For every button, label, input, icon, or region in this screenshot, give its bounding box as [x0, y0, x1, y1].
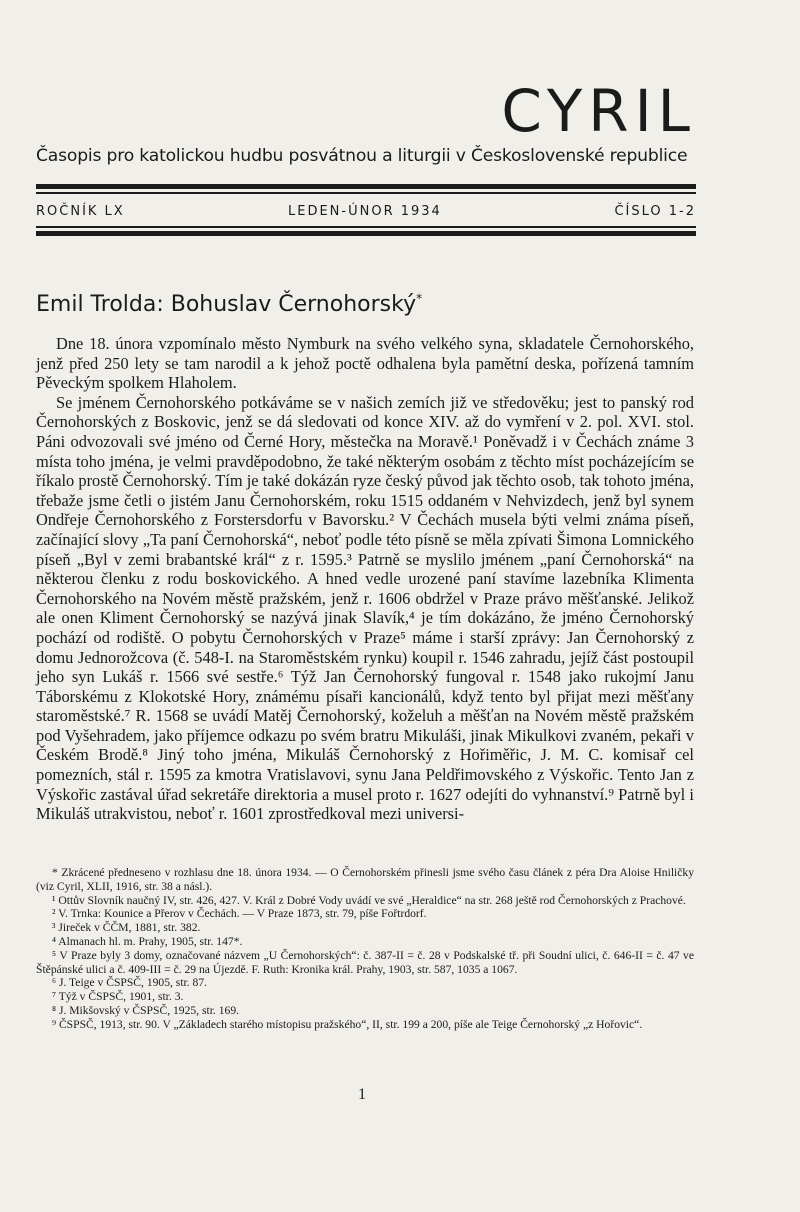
footnote: * Zkrácené předneseno v rozhlasu dne 18. února 1934. — O Černohorském přinesli jsme svého času článek z péra Dra Aloise Hniličky (viz Cyril, XLII, 1916, str. 38 a násl.).	[36, 866, 694, 893]
footnote: ⁵ V Praze byly 3 domy, označované názvem „U Černohorských“: č. 387-II = č. 28 v Podskalské tř. při Soudní ulici, č. 646-II = č. 47 ve Štěpánské ulici a č. 409-III = č. 29 na Újezdě. F. Ruth: Kronika král. Prahy, 1903, str. 587, 1035 a 1067.	[36, 948, 694, 976]
issue-date: LEDEN-ÚNOR 1934	[288, 204, 442, 219]
masthead-rule-top	[36, 184, 696, 189]
footnote: ¹ Ottův Slovník naučný IV, str. 426, 427. V. Král z Dobré Vody uvádí ve své „Heraldice“ na str. 268 ještě rod Černohorských z Prachové.	[52, 893, 686, 907]
issue-number: ČÍSLO 1-2	[614, 204, 696, 219]
footnote: ⁸ J. Mikšovský v ČSPSČ, 1925, str. 169.	[52, 1003, 240, 1017]
journal-subtitle: Časopis pro katolickou hudbu posvátnou a liturgii v Československé republice	[36, 146, 688, 166]
issue-rule-thin	[36, 226, 696, 228]
article-title-text: Emil Trolda: Bohuslav Černohorský	[36, 292, 417, 317]
page-number: 1	[358, 1086, 366, 1103]
masthead-rule-top-thin	[36, 192, 696, 194]
footnote: ⁶ J. Teige v ČSPSČ, 1905, str. 87.	[52, 976, 208, 990]
paragraph: Se jménem Černohorského potkáváme se v našich zemích již ve středověku; jest to panský rod Černohorských z Boskovic, jenž se dá sledovati od konce XIV. až do vymření v 2. pol. XVI. stol. Páni odvozovali své jméno od Černé Hory, městečka na Moravě.¹ Poněvadž i v Čechách známe 3 místa toho jména, je velmi pravděpodobno, že také některým osobám z těchto míst pocházejícím se říkalo prostě Černohorský. Tím je také dokázán ryze český původ jak těchto osob, tak tohoto jména, třebaže jsme četli o jistém Janu Černohorském, roku 1515 oddaném v Nehvizdech, jenž byl synem Ondřeje Černohorského z Forstersdorfu v Bavorsku.² V Čechách musela býti velmi známa píseň, začínající slovy „Ta paní Černohorská“, neboť podle této písně se měla zpívati Šimona Lomnického píseň „Byl v zemi brabantské král“ z r. 1595.³ Patrně se myslilo jménem „paní Černohorská“ na některou členku z rodu boskovického. A hned vedle urozené paní stavíme lazebníka Klimenta Černohorského na Novém městě pražském, jenž r. 1606 obdržel v Praze právo měšťanské. Jelikož ale onen Kliment Černohorský se nazývá jinak Slavík,⁴ je tím dokázáno, že jméno Černohorský pochází od rodiště. O pobytu Černohorských v Praze⁵ máme i starší zprávy: Jan Černohorský z domu Jednorožcova (č. 548-I. na Staroměstském rynku) koupil r. 1546 zahradu, jejíž část postoupil jeho syn Lukáš r. 1566 své sestře.⁶ Týž Jan Černohorský fungoval r. 1548 jako rukojmí Janu Táborskému z Klokotské Hory, známému písaři kancionálů, když tento byl přijat mezi měšťany staroměstské.⁷ R. 1568 se uvádí Matěj Černohorský, koželuh a měšťan na Novém městě pražském pod Vyšehradem, jako příjemce odkazu po svém bratru Mikuláši, jinak Mikulkovi zvaném, pekaři v Českém Brodě.⁸ Jiný toho jména, Mikuláš Černohorský z Hořiměřic, J. M. C. komisař cel pomezních, stál r. 1595 za kmotra Vratislavovi, synu Jana Peldřimovského z Výskořic. Tento Jan z Výskořic zastával úřad sekretáře direktoria a musel proto r. 1627 odejíti do vyhnanství.⁹ Patrně byl i Mikuláš utrakvistou, neboť r. 1601 zprostředkoval mezi universi-	[36, 392, 694, 824]
footnote: ² V. Trnka: Kounice a Přerov v Čechách. — V Praze 1873, str. 79, píše Fořtrdorf.	[52, 907, 427, 921]
journal-title: CYRIL	[501, 77, 696, 145]
footnote: ³ Jireček v ČČM, 1881, str. 382.	[52, 921, 201, 935]
footnote: ⁹ ČSPSČ, 1913, str. 90. V „Základech starého místopisu pražského“, II, str. 199 a 200, píše ale Teige Černohorský „z Hořovic“.	[52, 1017, 643, 1031]
issue-rule-thick	[36, 231, 696, 236]
article-title-mark: *	[416, 291, 423, 306]
article-body	[36, 334, 694, 824]
footnote: ⁴ Almanach hl. m. Prahy, 1905, str. 147*.	[52, 934, 243, 948]
footnote: ⁷ Týž v ČSPSČ, 1901, str. 3.	[52, 990, 184, 1004]
issue-volume: ROČNÍK LX	[36, 204, 125, 219]
article-title	[36, 292, 422, 317]
paragraph: Dne 18. února vzpomínalo město Nymburk na svého velkého syna, skladatele Černohorského, jenž před 250 lety se tam narodil a k jehož poctě odhalena byla pamětní deska, pořízená tamním Pěveckým spolkem Hlaholem.	[36, 334, 694, 393]
footnotes	[36, 866, 694, 1032]
